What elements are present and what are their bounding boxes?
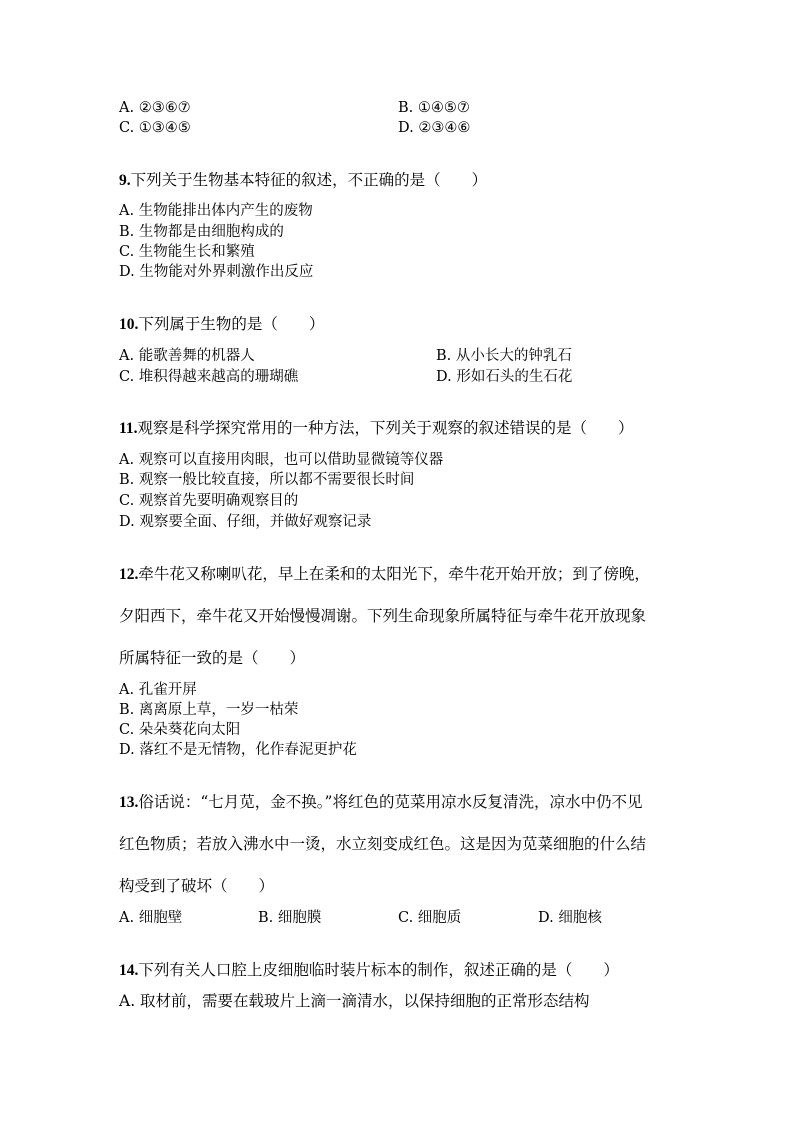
q10-option-b: B. 从小长大的钟乳石: [436, 348, 572, 364]
q14-stem: 下列有关人口腔上皮细胞临时装片标本的制作，叙述正确的是（ ）: [138, 961, 619, 979]
q11-option-d: D. 观察要全面、仔细，并做好观察记录: [119, 514, 372, 530]
q11-option-c: C. 观察首先要明确观察目的: [119, 493, 299, 509]
q9-option-b: B. 生物都是由细胞构成的: [119, 224, 284, 240]
q8-option-c: C. ①③④⑤: [119, 120, 191, 136]
q13-stem-text-1: 俗话说：“七月苋，金不换。”将红色的苋菜用凉水反复清洗，凉水中仍不见: [138, 793, 643, 811]
q11-option-b: B. 观察一般比较直接，所以都不需要很长时间: [119, 472, 415, 488]
q12-option-b: B. 离离原上草，一岁一枯荣: [119, 702, 299, 718]
q9-option-d: D. 生物能对外界刺激作出反应: [119, 264, 314, 280]
q11-stem: 观察是科学探究常用的一种方法，下列关于观察的叙述错误的是（ ）: [137, 419, 634, 437]
q10-question: [119, 314, 324, 335]
q13-option-c: C. 细胞质: [398, 910, 462, 926]
q12-number: 12.: [119, 566, 139, 583]
q10-option-d: D. 形如石头的生石花: [436, 369, 573, 385]
q12-stem-line-3: 所属特征一致的是（ ）: [119, 649, 306, 667]
q13-option-b: B. 细胞膜: [258, 910, 322, 926]
q12-stem-text-1: 牵牛花又称喇叭花，早上在柔和的太阳光下，牵牛花开始开放；到了傍晚，: [138, 565, 650, 583]
q13-option-d: D. 细胞核: [538, 910, 602, 926]
q12-option-d: D. 落红不是无情物，化作春泥更护花: [119, 742, 357, 758]
q10-stem: 下列属于生物的是（ ）: [138, 315, 325, 333]
q11-question: [119, 418, 634, 439]
q13-number: 13.: [119, 794, 139, 811]
q10-option-c: C. 堆积得越来越高的珊瑚礁: [119, 369, 299, 385]
q10-number: 10.: [119, 316, 139, 333]
q8-option-b: B. ①④⑤⑦: [398, 100, 470, 116]
q9-number: 9.: [119, 172, 131, 189]
q9-option-a: A. 生物能排出体内产生的废物: [119, 203, 313, 219]
q13-stem-line-2: 红色物质；若放入沸水中一烫，水立刻变成红色。这是因为苋菜细胞的什么结: [119, 835, 647, 853]
q12-stem-line-1: [119, 564, 650, 585]
q14-number: 14.: [119, 962, 139, 979]
q8-option-a: A. ②③⑥⑦: [119, 100, 191, 116]
q13-stem-line-1: [119, 792, 642, 813]
q9-stem: 下列关于生物基本特征的叙述，不正确的是（ ）: [130, 171, 488, 189]
q8-option-d: D. ②③④⑥: [398, 120, 471, 136]
q14-option-a: A. 取材前，需要在载玻片上滴一滴清水，以保持细胞的正常形态结构: [119, 992, 590, 1010]
q12-option-a: A. 孔雀开屏: [119, 682, 197, 698]
q9-question: [119, 170, 487, 191]
q14-question: [119, 960, 619, 981]
q10-option-a: A. 能歌善舞的机器人: [119, 348, 255, 364]
q13-stem-line-3: 构受到了破坏（ ）: [119, 877, 275, 895]
q12-option-c: C. 朵朵葵花向太阳: [119, 722, 241, 738]
q11-option-a: A. 观察可以直接用肉眼，也可以借助显微镜等仪器: [119, 452, 444, 468]
q12-stem-line-2: 夕阳西下，牵牛花又开始慢慢凋谢。下列生命现象所属特征与牵牛花开放现象: [119, 607, 647, 625]
q13-option-a: A. 细胞壁: [119, 910, 183, 926]
q11-number: 11.: [119, 420, 138, 437]
q9-option-c: C. 生物能生长和繁殖: [119, 244, 255, 260]
